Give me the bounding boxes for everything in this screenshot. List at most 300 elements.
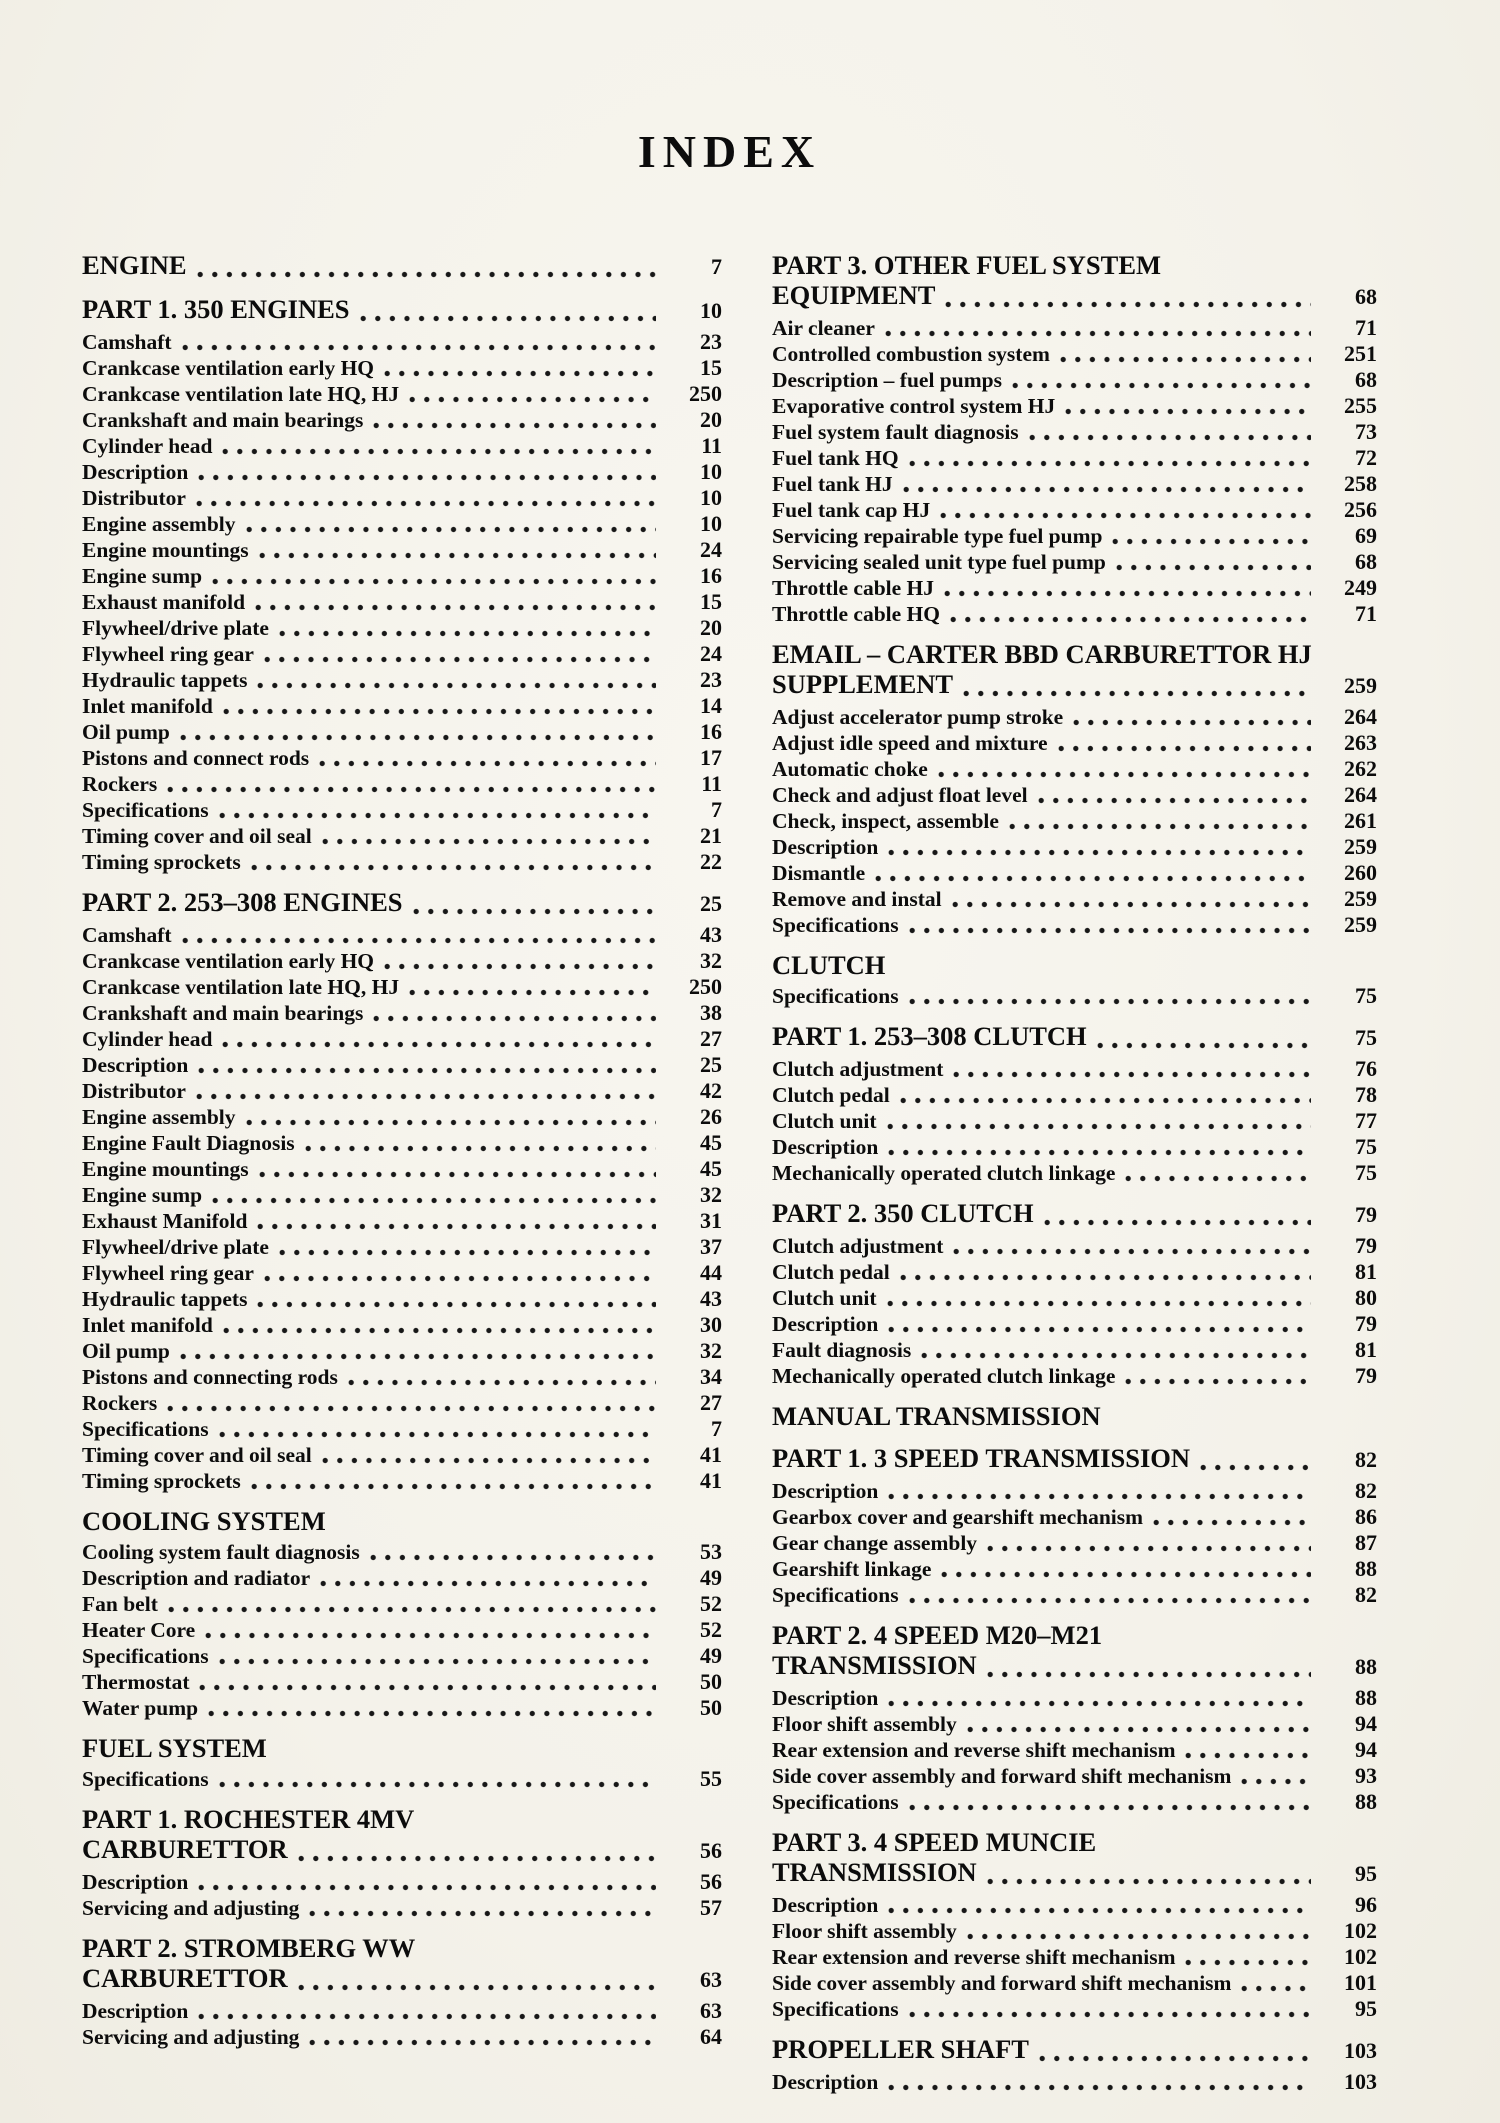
index-entry [772,1056,1377,1082]
dot-leader [198,1884,656,1891]
page-number: 57 [700,1895,722,1920]
entry-label: Gearbox cover and gearshift mechanism [772,1505,1144,1529]
entry-label: Fault diagnosis [772,1338,912,1362]
page-number: 17 [700,745,722,770]
index-entry [772,1892,1377,1918]
page-number: 52 [700,1591,722,1616]
index-entry [82,1052,722,1078]
index-line [772,669,1377,701]
entry-label: Oil pump [82,720,170,744]
dot-leader [952,901,1311,908]
entry-label: Description [772,1893,879,1917]
entry-label: Timing sprockets [82,1469,241,1493]
dot-leader [875,875,1311,882]
dot-leader [1185,1752,1311,1759]
index-entry [772,419,1377,445]
index-line [772,782,1377,808]
entry-label: Dismantle [772,861,866,885]
index-entry [772,912,1377,938]
index-entry [82,719,722,745]
index-line [772,1918,1377,1944]
entry-label: Flywheel ring gear [82,1261,254,1285]
index-line [772,912,1377,938]
dot-leader [1112,538,1311,545]
dot-leader [198,1067,656,1074]
index-line [82,1078,722,1104]
page-number: 43 [700,922,722,947]
index-line [82,887,722,919]
dot-leader [219,1781,656,1788]
page-number: 75 [1355,1134,1377,1159]
index-entry [772,471,1377,497]
entry-label: Timing cover and oil seal [82,824,312,848]
dot-leader [182,937,656,944]
page-number: 10 [700,485,722,510]
heading-line-1: PART 3. OTHER FUEL SYSTEM [772,250,1162,280]
index-entry [82,1208,722,1234]
page-number: 24 [700,641,722,666]
index-entry [772,2069,1377,2095]
index-line [772,1082,1377,1108]
index-line [82,1130,722,1156]
index-line [772,1160,1377,1186]
dot-leader [259,552,656,559]
index-entry [82,1286,722,1312]
dot-leader [197,271,656,278]
index-line [772,1970,1377,1996]
dot-leader [413,908,656,915]
index-entry [82,1442,722,1468]
page-number: 75 [1355,1160,1377,1185]
index-entry [772,756,1377,782]
index-entry [82,381,722,407]
index-line [772,1056,1377,1082]
page-number: 68 [1355,549,1377,574]
index-line [772,834,1377,860]
index-line [82,948,722,974]
dot-leader [219,1431,656,1438]
dot-leader [360,315,656,322]
dot-leader [219,812,656,819]
dot-leader [259,1171,656,1178]
index-entry [82,667,722,693]
page-number: 56 [700,1869,722,1894]
entry-label: Clutch pedal [772,1083,890,1107]
index-entry [82,1416,722,1442]
index-line [772,1892,1377,1918]
dot-leader [180,734,656,741]
entry-label: Water pump [82,1696,199,1720]
index-entry [772,1504,1377,1530]
index-entry [82,615,722,641]
index-line [82,1208,722,1234]
entry-label: Oil pump [82,1339,170,1363]
index-entry [82,563,722,589]
entry-label: Thermostat [82,1670,190,1694]
dot-leader [888,1149,1311,1156]
dot-leader [409,989,656,996]
index-line [772,1530,1377,1556]
index-entry [772,315,1377,341]
entry-label: Description and radiator [82,1566,311,1590]
dot-leader [257,1301,656,1308]
index-column-right [772,238,1377,2095]
index-line [772,1363,1377,1389]
index-entry [82,1695,722,1721]
index-entry [772,1556,1377,1582]
index-line [772,1789,1377,1815]
entry-label: Specifications [772,984,899,1008]
page-number: 94 [1355,1711,1377,1736]
index-line [772,1021,1377,1053]
page-number: 260 [1344,860,1377,885]
entry-label: Description [772,1686,879,1710]
page-number: 259 [1344,834,1377,859]
page-number: 258 [1344,471,1377,496]
index-entry [82,1643,722,1669]
page-number: 81 [1355,1337,1377,1362]
heading-line-1: MANUAL TRANSMISSION [772,1401,1101,1431]
entry-label: Description [772,835,879,859]
entry-label: Hydraulic tappets [82,668,248,692]
entry-label: Flywheel/drive plate [82,1235,269,1259]
index-line [772,471,1377,497]
entry-label: Camshaft [82,330,172,354]
index-line [772,419,1377,445]
index-line [82,1312,722,1338]
entry-label: ENGINE [82,250,187,280]
entry-label: Exhaust manifold [82,590,246,614]
entry-label: Servicing and adjusting [82,2025,300,2049]
page-number: 71 [1355,601,1377,626]
page-number: 50 [700,1669,722,1694]
index-line [82,1234,722,1260]
index-heading [82,887,722,919]
dot-leader [182,344,656,351]
page-number: 45 [700,1156,722,1181]
index-heading [772,250,1377,312]
index-entry [772,1970,1377,1996]
index-entry [82,922,722,948]
page-number: 69 [1355,523,1377,548]
page-number: 95 [1355,1861,1377,1886]
index-heading [82,1804,722,1866]
index-line [82,1338,722,1364]
index-entry [772,983,1377,1009]
entry-label: Servicing and adjusting [82,1896,300,1920]
entry-label: Floor shift assembly [772,1919,957,1943]
entry-label: Crankcase ventilation late HQ, HJ [82,382,400,406]
index-line [82,1617,722,1643]
index-heading [772,1198,1377,1230]
page-number: 20 [700,615,722,640]
page-number: 52 [700,1617,722,1642]
index-entry [772,1134,1377,1160]
page-number: 32 [700,948,722,973]
index-entry [82,1234,722,1260]
page-number: 82 [1355,1478,1377,1503]
index-line [772,1737,1377,1763]
index-entry [772,808,1377,834]
index-entry [82,1104,722,1130]
dot-leader [257,682,656,689]
page-number: 63 [700,1998,722,2023]
index-line [772,315,1377,341]
dot-leader [320,1580,656,1587]
page-number: 42 [700,1078,722,1103]
index-line [82,1390,722,1416]
index-entry [82,974,722,1000]
entry-label: PART 1. 253–308 CLUTCH [772,1021,1087,1051]
dot-leader [373,1015,656,1022]
index-entry [82,1998,722,2024]
page-number: 41 [700,1442,722,1467]
dot-leader [322,838,656,845]
dot-leader [251,1483,656,1490]
index-entry [772,1685,1377,1711]
index-entry [772,549,1377,575]
entry-label: Pistons and connecting rods [82,1365,338,1389]
index-entry [82,641,722,667]
index-entry [82,2024,722,2050]
page-number: 264 [1344,704,1377,729]
index-entry [772,1108,1377,1134]
dot-leader [909,460,1311,467]
index-line [82,1539,722,1565]
dot-leader [921,1352,1311,1359]
entry-label: Description [772,1479,879,1503]
dot-leader [264,656,656,663]
index-line [772,756,1377,782]
entry-label: Engine assembly [82,512,236,536]
page-number: 251 [1344,341,1377,366]
index-heading [772,1827,1377,1889]
index-entry [82,433,722,459]
index-line [82,922,722,948]
heading-line-1: FUEL SYSTEM [82,1733,267,1763]
index-line [772,445,1377,471]
dot-leader [903,486,1311,493]
entry-label: PART 1. 3 SPEED TRANSMISSION [772,1443,1191,1473]
index-entry [772,497,1377,523]
page-number: 21 [700,823,722,848]
dot-leader [219,1658,656,1665]
index-line [772,1108,1377,1134]
index-line [772,808,1377,834]
index-entry [82,1182,722,1208]
index-column-left [82,238,722,2095]
index-line [772,704,1377,730]
dot-leader [945,301,1311,308]
index-entry [82,1591,722,1617]
index-entry [772,834,1377,860]
dot-leader [246,526,656,533]
entry-label: Fan belt [82,1592,158,1616]
index-line [82,2024,722,2050]
entry-label: Engine assembly [82,1105,236,1129]
index-line [82,1695,722,1721]
index-line [82,537,722,563]
dot-leader [1044,1219,1311,1226]
dot-leader [196,500,656,507]
dot-leader [257,1223,656,1230]
index-entry [82,1364,722,1390]
page-number: 14 [700,693,722,718]
index-line [82,1895,722,1921]
page-number: 88 [1355,1556,1377,1581]
page-number: 10 [700,459,722,484]
entry-label: Description [82,1999,189,2023]
index-entry [772,1337,1377,1363]
dot-leader [1200,1464,1311,1471]
page-number: 250 [689,974,722,999]
index-entry [772,1233,1377,1259]
index-entry [772,782,1377,808]
dot-leader [950,616,1311,623]
index-line [772,367,1377,393]
page-number: 81 [1355,1259,1377,1284]
page-number: 75 [1355,983,1377,1008]
heading-line-1: CLUTCH [772,950,886,980]
index-entry [772,1789,1377,1815]
entry-label: Servicing sealed unit type fuel pump [772,550,1106,574]
index-entry [82,948,722,974]
dot-leader [1125,1378,1311,1385]
index-entry [82,537,722,563]
index-line [82,974,722,1000]
page-number: 7 [711,1416,722,1441]
entry-label: Specifications [772,1997,899,2021]
index-line [772,1556,1377,1582]
index-entry [82,1617,722,1643]
index-line [82,823,722,849]
index-entry [772,341,1377,367]
entry-label: Specifications [82,1644,209,1668]
index-entry [772,860,1377,886]
index-line [772,1259,1377,1285]
index-entry [82,1539,722,1565]
index-line [82,1834,722,1866]
page-number: 23 [700,329,722,354]
entry-label: Timing cover and oil seal [82,1443,312,1467]
page-number: 64 [700,2024,722,2049]
dot-leader [1058,745,1311,752]
page-number: 263 [1344,730,1377,755]
entry-label: Flywheel/drive plate [82,616,269,640]
index-entry [772,1160,1377,1186]
entry-label: Specifications [772,1583,899,1607]
dot-leader [888,1493,1311,1500]
index-entry [772,1530,1377,1556]
index-entry [772,393,1377,419]
index-line [772,1582,1377,1608]
index-line [82,589,722,615]
index-line [772,280,1377,312]
entry-label: Adjust idle speed and mixture [772,731,1048,755]
dot-leader [987,1671,1311,1678]
entry-label: Camshaft [82,923,172,947]
entry-label: Specifications [772,913,899,937]
index-line [772,1685,1377,1711]
dot-leader [1125,1175,1311,1182]
index-line [82,1442,722,1468]
page-number: 23 [700,667,722,692]
entry-label: Engine mountings [82,1157,249,1181]
dot-leader [1060,356,1311,363]
index-line [772,860,1377,886]
entry-label: Fuel tank HJ [772,472,893,496]
entry-label: PROPELLER SHAFT [772,2034,1029,2064]
index-heading [772,1443,1377,1475]
index-entry [82,1766,722,1792]
index-line [772,1337,1377,1363]
index-entry [82,771,722,797]
dot-leader [888,849,1311,856]
page-number: 55 [700,1766,722,1791]
page-number: 79 [1355,1202,1377,1227]
index-heading [772,1620,1377,1682]
index-line [82,1869,722,1895]
index-entry [82,823,722,849]
dot-leader [212,1197,656,1204]
page-number: 56 [700,1838,722,1863]
dot-leader [373,422,656,429]
index-line [772,1233,1377,1259]
index-line [82,1416,722,1442]
index-line [82,1565,722,1591]
entry-label: PART 1. 350 ENGINES [82,294,350,324]
index-line [82,250,722,282]
page-number: 10 [700,298,722,323]
index-line [82,1963,722,1995]
dot-leader [887,1300,1311,1307]
page-number: 102 [1344,1918,1377,1943]
entry-label: Rear extension and reverse shift mechanism [772,1738,1176,1762]
entry-label: Crankcase ventilation early HQ [82,356,375,380]
page-number: 22 [700,849,722,874]
index-heading [82,1506,722,1536]
dot-leader [255,604,656,611]
index-entry [82,589,722,615]
page-number: 262 [1344,756,1377,781]
page-number: 63 [700,1967,722,1992]
heading-line-1: PART 1. ROCHESTER 4MV [82,1804,415,1834]
dot-leader [909,927,1311,934]
index-line [82,1669,722,1695]
index-line [82,667,722,693]
page-number: 249 [1344,575,1377,600]
dot-leader [953,1071,1311,1078]
index-entry [82,1130,722,1156]
entry-label: Specifications [82,1767,209,1791]
entry-label: Clutch adjustment [772,1057,944,1081]
dot-leader [941,1571,1311,1578]
page-number: 76 [1355,1056,1377,1081]
page-number: 26 [700,1104,722,1129]
dot-leader [222,1041,656,1048]
entry-label: Gear change assembly [772,1531,978,1555]
index-entry [82,1565,722,1591]
dot-leader [251,864,656,871]
dot-leader [1029,434,1311,441]
index-line [82,1052,722,1078]
index-entry [82,745,722,771]
index-entry [772,886,1377,912]
page-number: 101 [1344,1970,1377,1995]
entry-label: Air cleaner [772,316,875,340]
heading-line-1: PART 2. STROMBERG WW [82,1933,416,1963]
entry-label: Remove and instal [772,887,942,911]
